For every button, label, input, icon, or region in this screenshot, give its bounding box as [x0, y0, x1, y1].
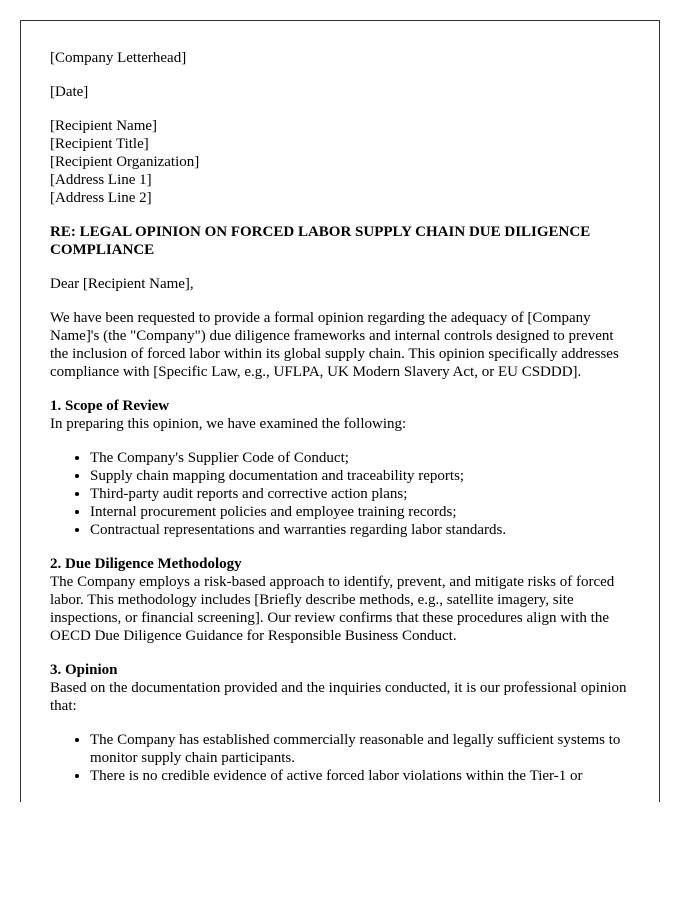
section-text-scope: In preparing this opinion, we have examined the following:: [50, 416, 407, 432]
list-item: • Internal procurement policies and employee training records;: [90, 503, 635, 521]
opinion-list: [50, 731, 635, 785]
recipient-name: [Recipient Name]: [50, 118, 158, 134]
letter-body: [50, 49, 635, 801]
recipient-title: [Recipient Title]: [50, 136, 149, 152]
list-item: • Supply chain mapping documentation and traceability reports;: [90, 467, 635, 485]
section-heading-scope: 1. Scope of Review: [50, 398, 170, 414]
recipient-organization: [Recipient Organization]: [50, 154, 200, 170]
letter-date: [Date]: [50, 84, 89, 100]
section-scope-of-review: [50, 397, 635, 539]
section-text-opinion: Based on the documentation provided and the inquiries conducted, it is our professional opinion that:: [50, 680, 627, 714]
letter-page: [20, 20, 660, 802]
list-item: • The Company's Supplier Code of Conduct;: [90, 449, 635, 467]
list-item: • Third-party audit reports and corrective action plans;: [90, 485, 635, 503]
address-line-1: [Address Line 1]: [50, 172, 152, 188]
section-text-methodology: The Company employs a risk-based approach to identify, prevent, and mitigate risks of forced labor. This methodology includes [Briefly describe methods, e.g., satellite imagery, site inspections, or financial screening]. Our review confirms that these procedures align with the OECD Due Diligence Guidance for Responsible Business Conduct.: [50, 574, 615, 644]
list-item: • Contractual representations and warranties regarding labor standards.: [90, 521, 635, 539]
subject-line: RE: LEGAL OPINION ON FORCED LABOR SUPPLY CHAIN DUE DILIGENCE COMPLIANCE: [50, 224, 591, 258]
section-due-diligence-methodology: [50, 555, 635, 645]
company-letterhead: [Company Letterhead]: [50, 50, 187, 66]
salutation: Dear [Recipient Name],: [50, 276, 194, 292]
recipient-address-block: [50, 117, 635, 207]
section-heading-opinion: 3. Opinion: [50, 662, 118, 678]
section-opinion: [50, 661, 635, 785]
scope-list: [50, 449, 635, 539]
address-line-2: [Address Line 2]: [50, 190, 152, 206]
section-heading-methodology: 2. Due Diligence Methodology: [50, 556, 242, 572]
list-item: • The Company has established commercially reasonable and legally sufficient systems to monitor supply chain participants.: [90, 731, 635, 767]
intro-paragraph: We have been requested to provide a formal opinion regarding the adequacy of [Company Name]'s (the "Company") due diligence frameworks and internal controls designed to prevent the inclusion of forced labor within its global supply chain. This opinion specifically addresses compliance with [Specific Law, e.g., UFLPA, UK Modern Slavery Act, or EU CSDDD].: [50, 310, 619, 380]
list-item: • There is no credible evidence of active forced labor violations within the Tier-1 or: [90, 767, 635, 785]
